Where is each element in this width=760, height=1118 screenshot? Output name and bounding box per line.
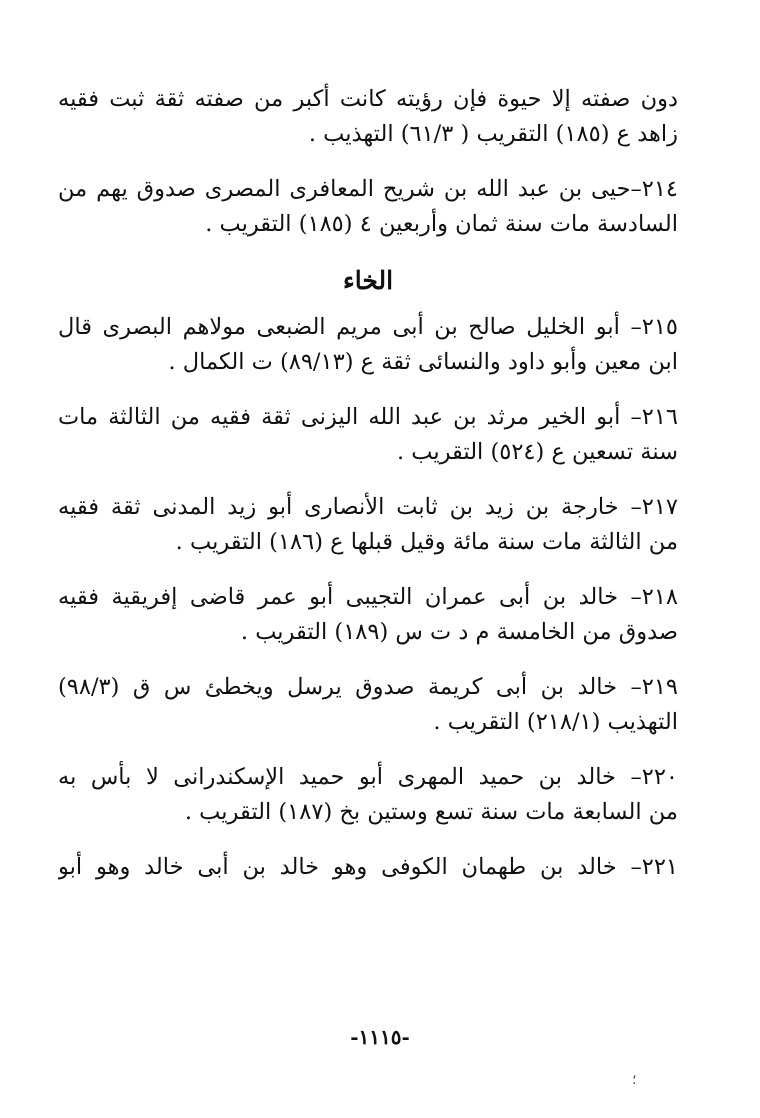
text-line: دون صفته إلا حيوة فإن رؤيته كانت أكبر من صفته ثقة ثبت فقيه <box>58 86 678 112</box>
text-line: من السابعة مات سنة تسع وستين بخ (١٨٧) التقريب . <box>184 799 678 825</box>
text-line: ابن معين وأبو داود والنسائى ثقة ع (٨٩/١٣) ت الكمال . <box>168 349 678 375</box>
text-line: زاهد ع (١٨٥) التقريب ( ٦١/٣) التهذيب . <box>308 121 678 147</box>
entry-217 <box>58 490 678 560</box>
text-line: ٢١٩– خالد بن أبى كريمة صدوق يرسل ويخطئ س ق (٩٨/٣) <box>58 674 678 700</box>
entry-continuation <box>58 82 678 152</box>
entry-215 <box>58 310 678 380</box>
page-number: -١١١٥- <box>350 1025 410 1049</box>
text-line: من الثالثة مات سنة مائة وقيل قبلها ع (١٨٦) التقريب . <box>175 529 678 555</box>
page-body <box>58 82 678 905</box>
entry-218 <box>58 580 678 650</box>
entry-216 <box>58 400 678 470</box>
text-line: ٢١٤–حيى بن عبد الله بن شريح المعافرى المصرى صدوق يهم من <box>58 176 678 202</box>
text-line: صدوق من الخامسة م د ت س (١٨٩) التقريب . <box>240 619 678 645</box>
text-line: سنة تسعين ع (٥٢٤) التقريب . <box>396 439 678 465</box>
text-line: التهذيب (٢١٨/١) التقريب . <box>433 709 678 735</box>
text-line: ٢١٥– أبو الخليل صالح بن أبى مريم الضبعى مولاهم البصرى قال <box>58 314 678 340</box>
entry-221 <box>58 850 678 885</box>
text-line: ٢١٦– أبو الخير مرثد بن عبد الله اليزنى ثقة فقيه من الثالثة مات <box>58 404 678 430</box>
entry-219 <box>58 670 678 740</box>
entry-220 <box>58 760 678 830</box>
section-heading: الخاء <box>342 266 394 295</box>
stray-mark: ؛ <box>632 1072 637 1088</box>
text-line: السادسة مات سنة ثمان وأربعين ٤ (١٨٥) التقريب . <box>205 211 678 237</box>
text-line: ٢١٨– خالد بن أبى عمران التجيبى أبو عمر قاضى إفريقية فقيه <box>58 584 678 610</box>
text-line: ٢٢٠– خالد بن حميد المهرى أبو حميد الإسكندرانى لا بأس به <box>58 764 678 790</box>
entry-214 <box>58 172 678 242</box>
text-line: ٢١٧– خارجة بن زيد بن ثابت الأنصارى أبو زيد المدنى ثقة فقيه <box>58 494 678 520</box>
text-line: ٢٢١– خالد بن طهمان الكوفى وهو خالد بن أبى خالد وهو أبو <box>58 854 678 880</box>
